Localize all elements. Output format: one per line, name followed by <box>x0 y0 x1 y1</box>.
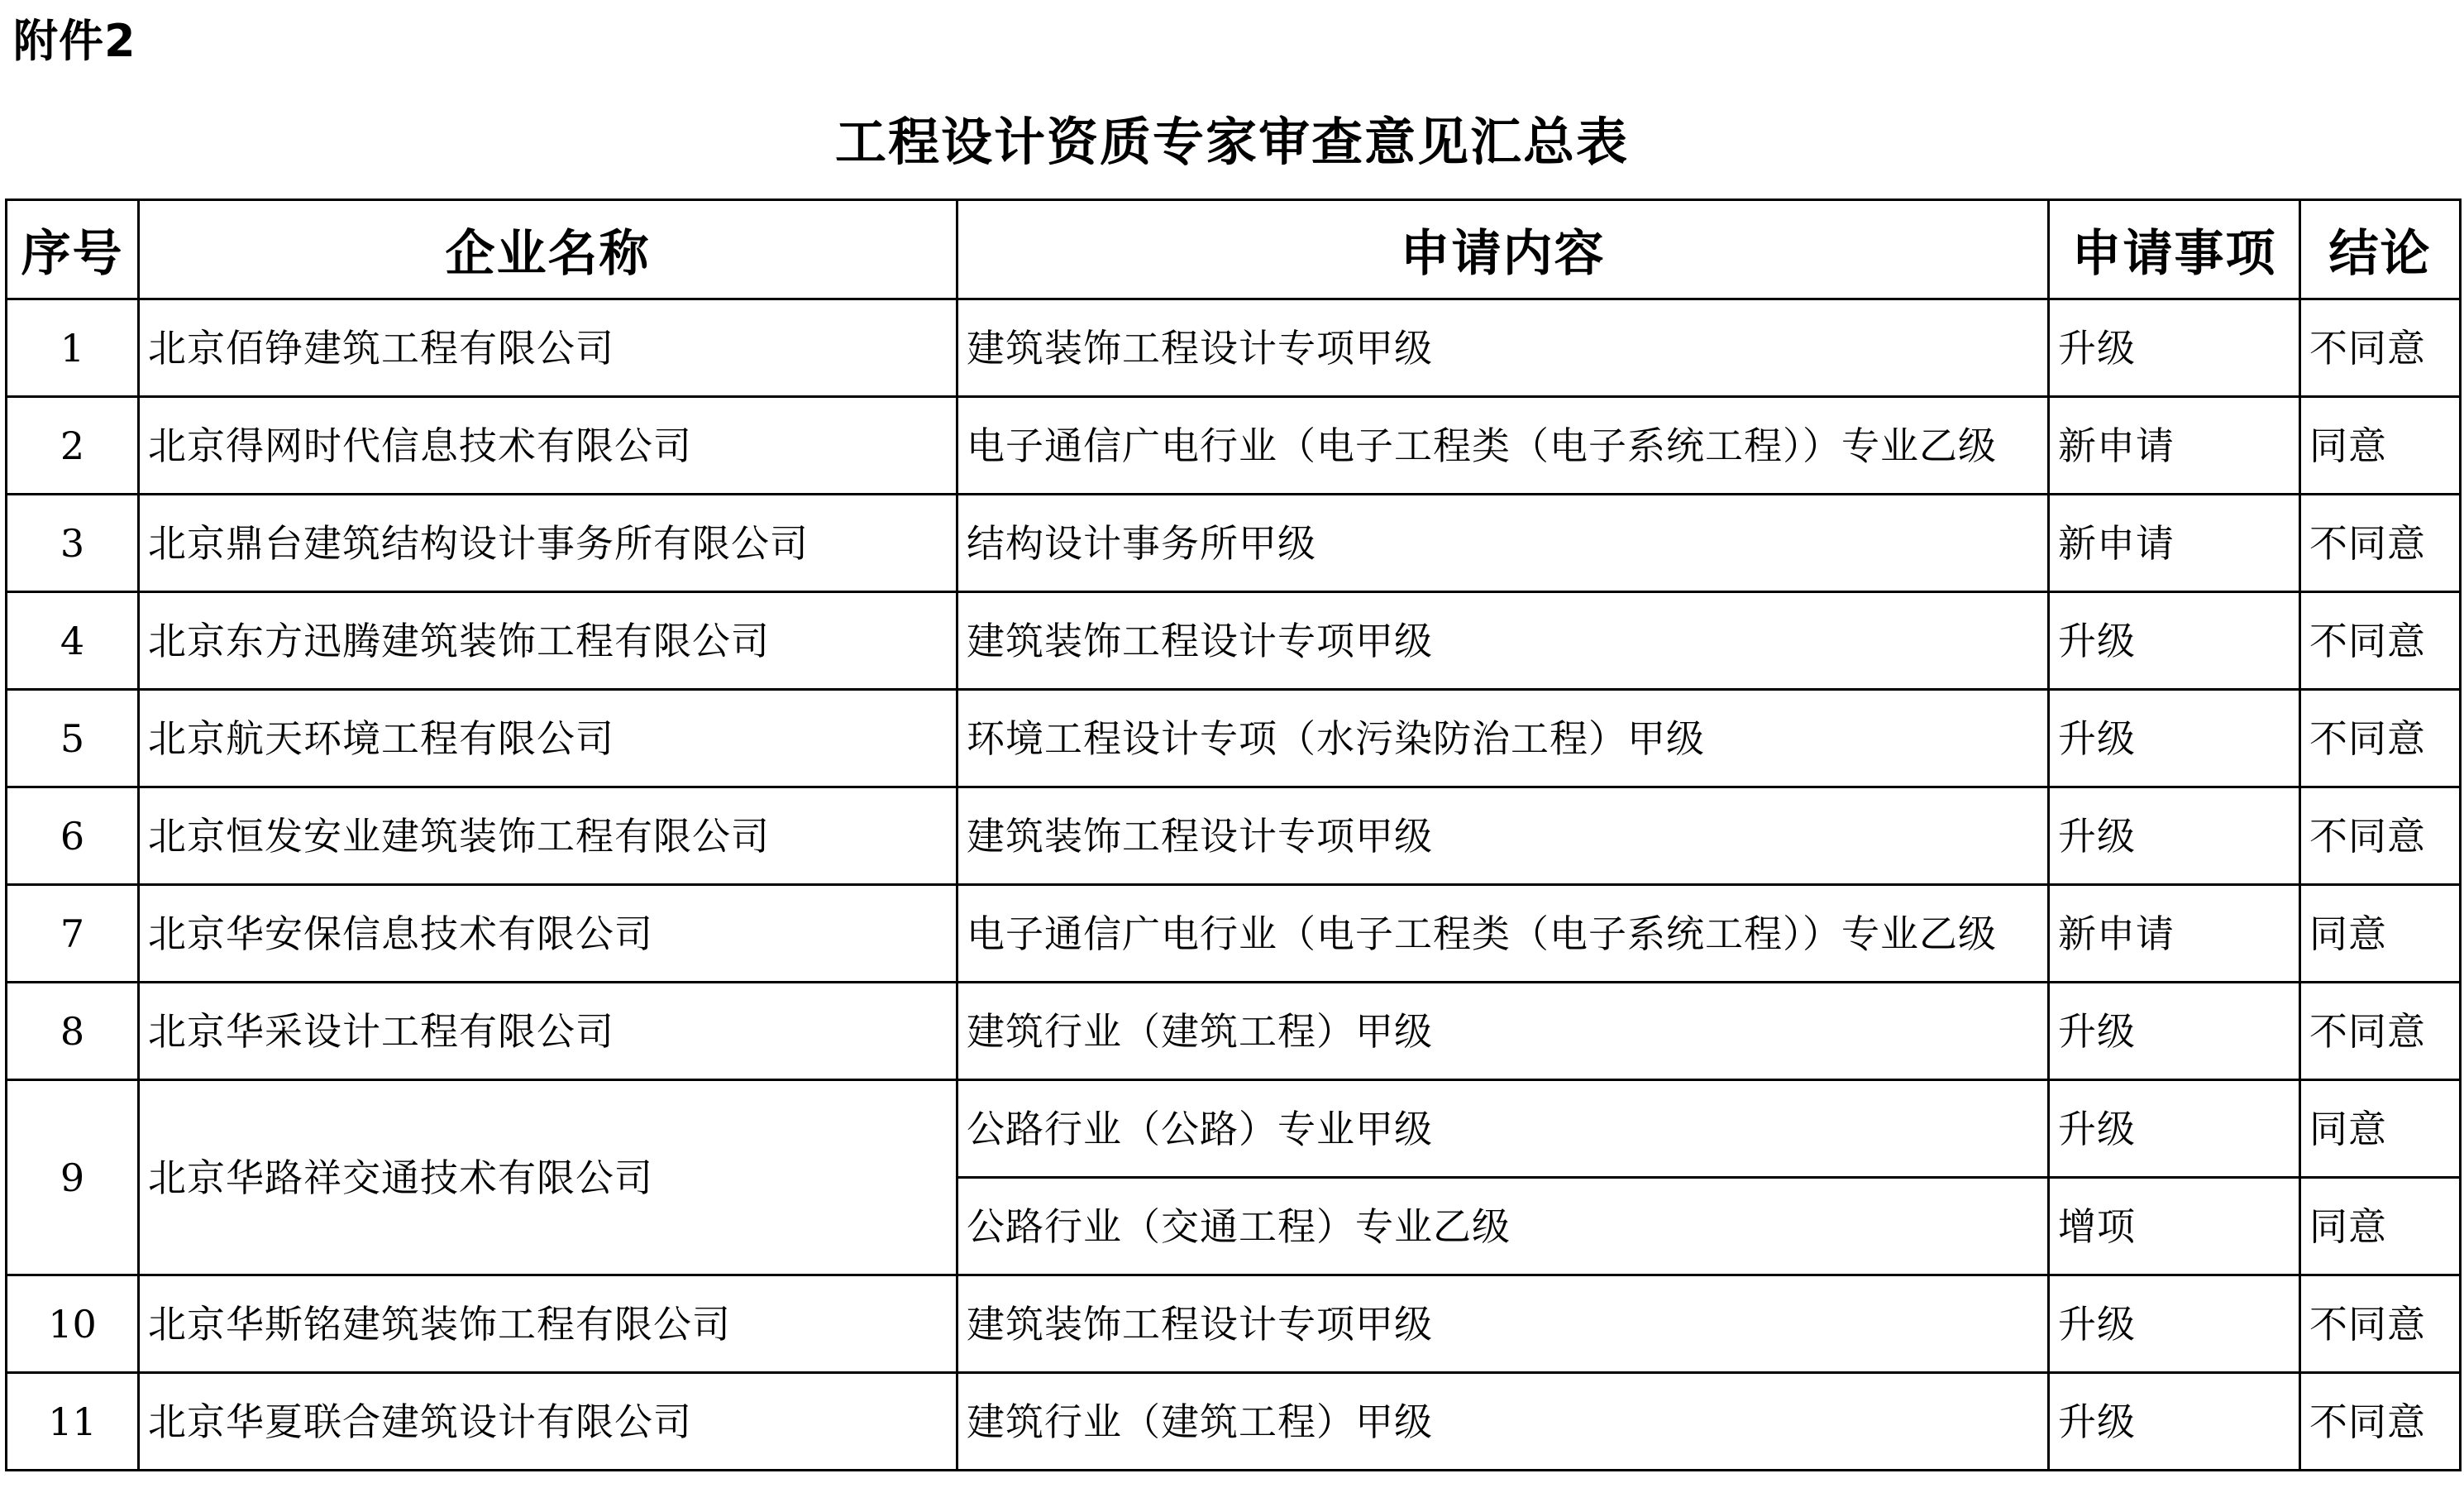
application-item: 升级 <box>2049 592 2300 690</box>
application-item: 新申请 <box>2049 495 2300 592</box>
table-row <box>7 983 2461 1080</box>
table-row <box>7 592 2461 690</box>
application-content: 建筑装饰工程设计专项甲级 <box>957 592 2049 690</box>
header-no: 序号 <box>7 200 139 299</box>
company-name: 北京得网时代信息技术有限公司 <box>139 397 957 495</box>
row-number: 4 <box>7 592 139 690</box>
application-content: 环境工程设计专项（水污染防治工程）甲级 <box>957 690 2049 787</box>
application-item: 升级 <box>2049 1373 2300 1471</box>
company-name: 北京鼎台建筑结构设计事务所有限公司 <box>139 495 957 592</box>
application-item: 升级 <box>2049 787 2300 885</box>
company-name: 北京恒发安业建筑装饰工程有限公司 <box>139 787 957 885</box>
review-result: 不同意 <box>2300 983 2461 1080</box>
application-item: 升级 <box>2049 299 2300 397</box>
company-name: 北京华路祥交通技术有限公司 <box>139 1080 957 1275</box>
review-result: 不同意 <box>2300 1275 2461 1373</box>
application-item: 新申请 <box>2049 397 2300 495</box>
table-row <box>7 397 2461 495</box>
review-result: 同意 <box>2300 397 2461 495</box>
review-result: 不同意 <box>2300 690 2461 787</box>
application-content: 电子通信广电行业（电子工程类（电子系统工程））专业乙级 <box>957 885 2049 983</box>
application-content: 结构设计事务所甲级 <box>957 495 2049 592</box>
company-name: 北京航天环境工程有限公司 <box>139 690 957 787</box>
row-number: 10 <box>7 1275 139 1373</box>
row-number: 11 <box>7 1373 139 1471</box>
application-content: 建筑行业（建筑工程）甲级 <box>957 1373 2049 1471</box>
application-item: 增项 <box>2049 1178 2300 1275</box>
header-result: 结论 <box>2300 200 2461 299</box>
header-item: 申请事项 <box>2049 200 2300 299</box>
company-name: 北京东方迅腾建筑装饰工程有限公司 <box>139 592 957 690</box>
row-number: 2 <box>7 397 139 495</box>
company-name: 北京华夏联合建筑设计有限公司 <box>139 1373 957 1471</box>
row-number: 8 <box>7 983 139 1080</box>
table-row <box>7 1373 2461 1471</box>
company-name: 北京华斯铭建筑装饰工程有限公司 <box>139 1275 957 1373</box>
company-name: 北京华安保信息技术有限公司 <box>139 885 957 983</box>
row-number: 5 <box>7 690 139 787</box>
review-result: 不同意 <box>2300 299 2461 397</box>
application-content: 建筑装饰工程设计专项甲级 <box>957 299 2049 397</box>
table-body <box>7 299 2461 1471</box>
application-content: 建筑装饰工程设计专项甲级 <box>957 787 2049 885</box>
application-content: 建筑行业（建筑工程）甲级 <box>957 983 2049 1080</box>
application-item: 升级 <box>2049 1080 2300 1178</box>
table-row <box>7 1275 2461 1373</box>
review-result: 不同意 <box>2300 495 2461 592</box>
review-summary-table <box>5 199 2462 1471</box>
header-content: 申请内容 <box>957 200 2049 299</box>
application-content: 公路行业（交通工程）专业乙级 <box>957 1178 2049 1275</box>
row-number: 6 <box>7 787 139 885</box>
header-company: 企业名称 <box>139 200 957 299</box>
row-number: 1 <box>7 299 139 397</box>
table-row <box>7 1080 2461 1178</box>
application-content: 公路行业（公路）专业甲级 <box>957 1080 2049 1178</box>
review-result: 同意 <box>2300 1178 2461 1275</box>
row-number: 9 <box>7 1080 139 1275</box>
review-result: 不同意 <box>2300 1373 2461 1471</box>
review-result: 同意 <box>2300 885 2461 983</box>
company-name: 北京华采设计工程有限公司 <box>139 983 957 1080</box>
review-result: 不同意 <box>2300 592 2461 690</box>
table-row <box>7 299 2461 397</box>
application-content: 电子通信广电行业（电子工程类（电子系统工程））专业乙级 <box>957 397 2049 495</box>
table-row <box>7 690 2461 787</box>
review-result: 同意 <box>2300 1080 2461 1178</box>
table-row <box>7 495 2461 592</box>
application-item: 升级 <box>2049 690 2300 787</box>
table-row <box>7 787 2461 885</box>
application-item: 新申请 <box>2049 885 2300 983</box>
application-item: 升级 <box>2049 983 2300 1080</box>
review-result: 不同意 <box>2300 787 2461 885</box>
table-header-row <box>7 200 2461 299</box>
application-content: 建筑装饰工程设计专项甲级 <box>957 1275 2049 1373</box>
row-number: 7 <box>7 885 139 983</box>
application-item: 升级 <box>2049 1275 2300 1373</box>
row-number: 3 <box>7 495 139 592</box>
attachment-label: 附件2 <box>13 15 136 67</box>
document-title: 工程设计资质专家审查意见汇总表 <box>834 112 1629 172</box>
table-row <box>7 885 2461 983</box>
company-name: 北京佰铮建筑工程有限公司 <box>139 299 957 397</box>
